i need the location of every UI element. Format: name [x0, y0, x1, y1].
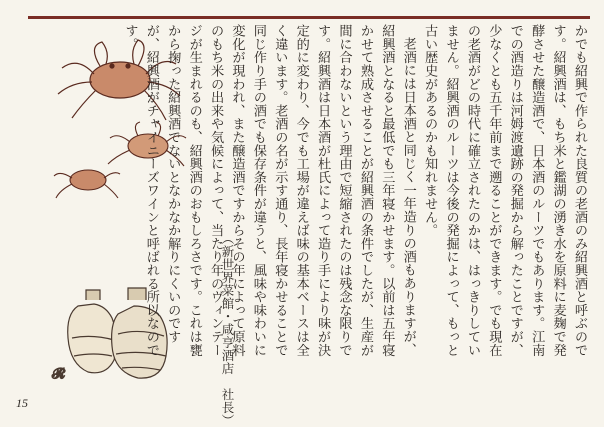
svg-text:𝓡: 𝓡 — [52, 366, 66, 382]
lower-crab-drawing — [54, 170, 120, 198]
header-rule — [28, 16, 590, 19]
page-number: 15 — [16, 396, 28, 410]
author-credit: （新世界菜館・咸亨酒店 社長） — [220, 232, 235, 427]
essay-text — [122, 24, 590, 368]
paragraph-2: 老酒には日本酒と同じく一年造りの酒もありますが、紹興酒となると最低でも三年寝かせます。以前は五年寝かせて熟成させることが紹興酒の条件でしたが、生産が間に合わないという理由で短縮されたのは残念な限りです。紹興酒は日本酒が杜氏によって造り手により味が決定的に変わり、今でも工場が違えば味の基本ベースは全く違います。老酒の名が示す通り、長年寝かせることで同じ作り手の酒でも保存条件が違うと、風味や味わいに変化が現われ、また醸造酒ですからその年によって原料のもち米の出来や気候によって、当たり年のヴィンテージが生まれるのも、紹興酒のおもしろさです。これは甕から掬った紹興酒でないとなかなか解りにくいのですが、紹興酒がチャイニーズワインと呼ばれる所以なのです。 — [122, 24, 416, 357]
paragraph-1: かでも紹興で作られた良質の老酒のみ紹興酒と呼ぶのです。紹興酒は、もち米と鑑湖の湧き水を原料に麦麹で発酵させた醸造酒で、日本酒のルーツでもあります。江南での酒造りは河姆渡遺跡の発掘から解ったことですが、少なくとも五千年前まで遡ることができます。でも現在の老酒がどの時代に確立されたのかは、はっきりしていません。紹興酒のルーツは今後の発掘によって、もっと古い歴史があるのかも知れません。 — [422, 24, 587, 357]
